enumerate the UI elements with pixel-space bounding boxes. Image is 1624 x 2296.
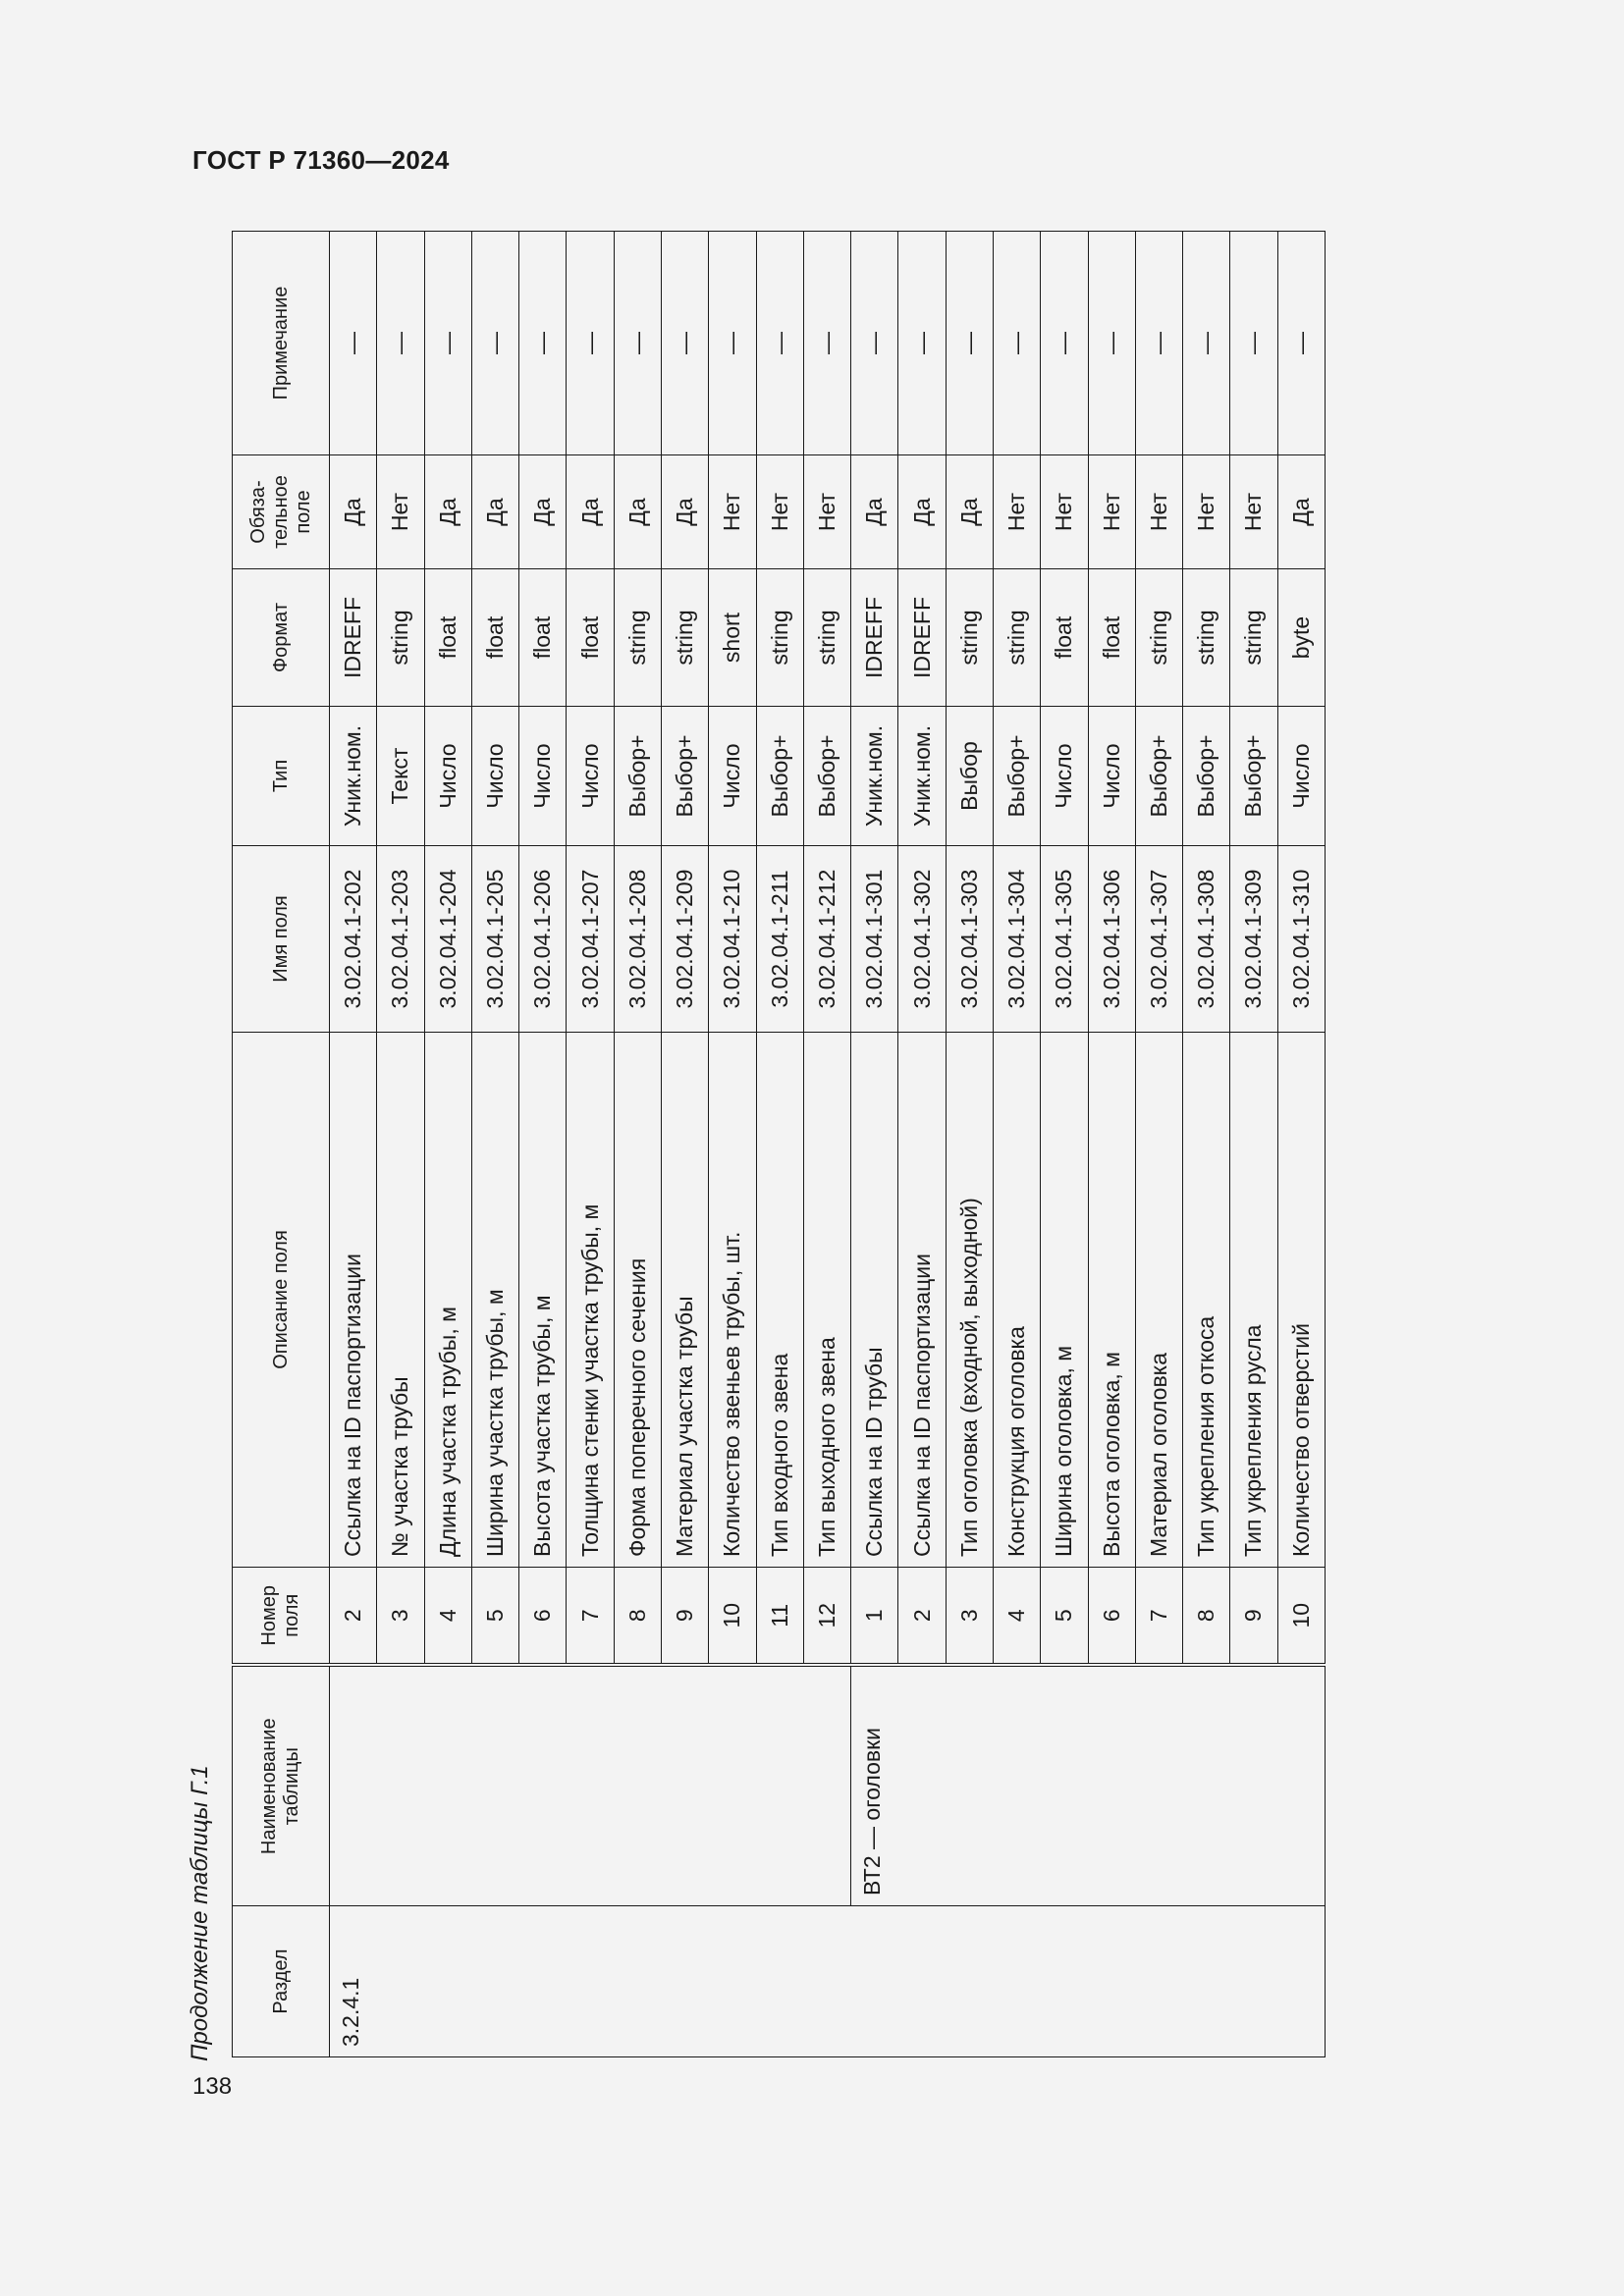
field-description-cell: Ссылка на ID трубы: [851, 1033, 898, 1568]
note-cell: —: [519, 232, 567, 455]
field-description-cell: Тип оголовка (входной, выходной): [946, 1033, 993, 1568]
field-number-cell: 7: [567, 1568, 614, 1666]
required-cell: Да: [661, 455, 708, 569]
table-row: [851, 232, 898, 2057]
required-cell: Да: [330, 455, 377, 569]
field-description-cell: Высота участка трубы, м: [519, 1033, 567, 1568]
field-description-cell: Тип входного звена: [756, 1033, 803, 1568]
type-cell: Число: [424, 707, 471, 846]
field-name-cell: 3.02.04.1-208: [614, 846, 661, 1033]
header-format: Формат: [233, 569, 330, 707]
field-name-cell: 3.02.04.1-202: [330, 846, 377, 1033]
note-cell: —: [330, 232, 377, 455]
note-cell: —: [993, 232, 1040, 455]
type-cell: Выбор+: [803, 707, 850, 846]
type-cell: Выбор+: [756, 707, 803, 846]
required-cell: Да: [851, 455, 898, 569]
required-cell: Нет: [1135, 455, 1182, 569]
field-description-cell: Материал участка трубы: [661, 1033, 708, 1568]
format-cell: string: [946, 569, 993, 707]
header-required: Обяза- тельное поле: [233, 455, 330, 569]
required-cell: Нет: [1230, 455, 1277, 569]
field-description-cell: Ссылка на ID паспортизации: [330, 1033, 377, 1568]
field-name-cell: 3.02.04.1-303: [946, 846, 993, 1033]
format-cell: byte: [1277, 569, 1325, 707]
format-cell: float: [567, 569, 614, 707]
field-number-cell: 3: [946, 1568, 993, 1666]
field-number-cell: 10: [709, 1568, 756, 1666]
field-number-cell: 9: [661, 1568, 708, 1666]
required-cell: Нет: [377, 455, 424, 569]
note-cell: —: [851, 232, 898, 455]
format-cell: string: [803, 569, 850, 707]
format-cell: IDREFF: [851, 569, 898, 707]
format-cell: string: [614, 569, 661, 707]
required-cell: Нет: [756, 455, 803, 569]
format-cell: string: [1183, 569, 1230, 707]
field-number-cell: 5: [1041, 1568, 1088, 1666]
type-cell: Текст: [377, 707, 424, 846]
field-name-cell: 3.02.04.1-210: [709, 846, 756, 1033]
field-number-cell: 8: [1183, 1568, 1230, 1666]
field-description-cell: Количество звеньев трубы, шт.: [709, 1033, 756, 1568]
format-cell: float: [1088, 569, 1135, 707]
required-cell: Нет: [993, 455, 1040, 569]
field-name-cell: 3.02.04.1-310: [1277, 846, 1325, 1033]
field-description-cell: Ширина оголовка, м: [1041, 1033, 1088, 1568]
required-cell: Да: [898, 455, 946, 569]
field-number-cell: 2: [898, 1568, 946, 1666]
table-name-cell: ВТ2 — оголовки: [851, 1666, 1326, 1906]
note-cell: —: [1277, 232, 1325, 455]
field-number-cell: 10: [1277, 1568, 1325, 1666]
field-number-cell: 3: [377, 1568, 424, 1666]
format-cell: IDREFF: [330, 569, 377, 707]
required-cell: Да: [471, 455, 518, 569]
note-cell: —: [1230, 232, 1277, 455]
type-cell: Уник.ном.: [898, 707, 946, 846]
note-cell: —: [377, 232, 424, 455]
header-field-description: Описание поля: [233, 1033, 330, 1568]
field-description-cell: Ссылка на ID паспортизации: [898, 1033, 946, 1568]
table-header-row: [233, 232, 330, 2057]
table-caption: Продолжение таблицы Г.1: [187, 1765, 213, 2061]
field-name-cell: 3.02.04.1-205: [471, 846, 518, 1033]
field-description-cell: Длина участка трубы, м: [424, 1033, 471, 1568]
note-cell: —: [1088, 232, 1135, 455]
field-name-cell: 3.02.04.1-204: [424, 846, 471, 1033]
required-cell: Нет: [1041, 455, 1088, 569]
field-description-cell: Конструкция оголовка: [993, 1033, 1040, 1568]
field-number-cell: 4: [424, 1568, 471, 1666]
field-description-cell: Тип выходного звена: [803, 1033, 850, 1568]
note-cell: —: [471, 232, 518, 455]
type-cell: Число: [709, 707, 756, 846]
field-number-cell: 11: [756, 1568, 803, 1666]
format-cell: float: [1041, 569, 1088, 707]
required-cell: Да: [1277, 455, 1325, 569]
field-name-cell: 3.02.04.1-309: [1230, 846, 1277, 1033]
field-name-cell: 3.02.04.1-206: [519, 846, 567, 1033]
table-name-cell: [330, 1666, 851, 1906]
field-name-cell: 3.02.04.1-307: [1135, 846, 1182, 1033]
field-number-cell: 6: [1088, 1568, 1135, 1666]
type-cell: Выбор+: [1135, 707, 1182, 846]
note-cell: —: [898, 232, 946, 455]
note-cell: —: [1135, 232, 1182, 455]
field-name-cell: 3.02.04.1-305: [1041, 846, 1088, 1033]
required-cell: Да: [614, 455, 661, 569]
format-cell: string: [1230, 569, 1277, 707]
type-cell: Выбор: [946, 707, 993, 846]
field-description-cell: Тип укрепления русла: [1230, 1033, 1277, 1568]
required-cell: Да: [946, 455, 993, 569]
required-cell: Да: [567, 455, 614, 569]
header-note: Примечание: [233, 232, 330, 455]
note-cell: —: [756, 232, 803, 455]
format-cell: string: [993, 569, 1040, 707]
format-cell: float: [424, 569, 471, 707]
format-cell: IDREFF: [898, 569, 946, 707]
field-description-cell: Количество отверстий: [1277, 1033, 1325, 1568]
type-cell: Число: [1277, 707, 1325, 846]
field-name-cell: 3.02.04.1-301: [851, 846, 898, 1033]
required-cell: Нет: [803, 455, 850, 569]
format-cell: short: [709, 569, 756, 707]
note-cell: —: [803, 232, 850, 455]
table-row: [330, 232, 377, 2057]
type-cell: Уник.ном.: [851, 707, 898, 846]
field-number-cell: 4: [993, 1568, 1040, 1666]
note-cell: —: [946, 232, 993, 455]
type-cell: Выбор+: [1183, 707, 1230, 846]
type-cell: Число: [519, 707, 567, 846]
field-number-cell: 1: [851, 1568, 898, 1666]
header-table-name: Наименование таблицы: [233, 1666, 330, 1906]
required-cell: Нет: [1183, 455, 1230, 569]
field-name-cell: 3.02.04.1-304: [993, 846, 1040, 1033]
note-cell: —: [424, 232, 471, 455]
fields-table: [232, 231, 1326, 2057]
field-name-cell: 3.02.04.1-207: [567, 846, 614, 1033]
format-cell: string: [661, 569, 708, 707]
format-cell: string: [756, 569, 803, 707]
field-number-cell: 5: [471, 1568, 518, 1666]
note-cell: —: [567, 232, 614, 455]
field-number-cell: 6: [519, 1568, 567, 1666]
field-name-cell: 3.02.04.1-209: [661, 846, 708, 1033]
field-name-cell: 3.02.04.1-203: [377, 846, 424, 1033]
field-number-cell: 7: [1135, 1568, 1182, 1666]
field-name-cell: 3.02.04.1-211: [756, 846, 803, 1033]
table-container: [232, 232, 1326, 2057]
note-cell: —: [709, 232, 756, 455]
field-name-cell: 3.02.04.1-212: [803, 846, 850, 1033]
note-cell: —: [1183, 232, 1230, 455]
header-section: Раздел: [233, 1906, 330, 2057]
required-cell: Нет: [709, 455, 756, 569]
header-type: Тип: [233, 707, 330, 846]
field-description-cell: Высота оголовка, м: [1088, 1033, 1135, 1568]
page-number: 138: [192, 2073, 233, 2100]
required-cell: Нет: [1088, 455, 1135, 569]
header-field-name: Имя поля: [233, 846, 330, 1033]
format-cell: float: [471, 569, 518, 707]
type-cell: Число: [1088, 707, 1135, 846]
field-number-cell: 2: [330, 1568, 377, 1666]
required-cell: Да: [424, 455, 471, 569]
field-description-cell: Ширина участка трубы, м: [471, 1033, 518, 1568]
field-description-cell: Материал оголовка: [1135, 1033, 1182, 1568]
type-cell: Выбор+: [1230, 707, 1277, 846]
document-header: ГОСТ Р 71360—2024: [192, 145, 450, 175]
field-description-cell: Тип укрепления откоса: [1183, 1033, 1230, 1568]
format-cell: float: [519, 569, 567, 707]
field-description-cell: № участка трубы: [377, 1033, 424, 1568]
type-cell: Выбор+: [614, 707, 661, 846]
note-cell: —: [1041, 232, 1088, 455]
type-cell: Уник.ном.: [330, 707, 377, 846]
field-number-cell: 12: [803, 1568, 850, 1666]
field-number-cell: 8: [614, 1568, 661, 1666]
field-description-cell: Толщина стенки участка трубы, м: [567, 1033, 614, 1568]
field-number-cell: 9: [1230, 1568, 1277, 1666]
field-description-cell: Форма поперечного сечения: [614, 1033, 661, 1568]
type-cell: Число: [1041, 707, 1088, 846]
note-cell: —: [614, 232, 661, 455]
type-cell: Выбор+: [661, 707, 708, 846]
header-field-number: Номер поля: [233, 1568, 330, 1666]
format-cell: string: [377, 569, 424, 707]
field-name-cell: 3.02.04.1-302: [898, 846, 946, 1033]
section-cell: 3.2.4.1: [330, 1906, 1326, 2057]
field-name-cell: 3.02.04.1-308: [1183, 846, 1230, 1033]
required-cell: Да: [519, 455, 567, 569]
format-cell: string: [1135, 569, 1182, 707]
table-body: [330, 232, 1326, 2057]
type-cell: Число: [567, 707, 614, 846]
field-name-cell: 3.02.04.1-306: [1088, 846, 1135, 1033]
note-cell: —: [661, 232, 708, 455]
type-cell: Число: [471, 707, 518, 846]
type-cell: Выбор+: [993, 707, 1040, 846]
